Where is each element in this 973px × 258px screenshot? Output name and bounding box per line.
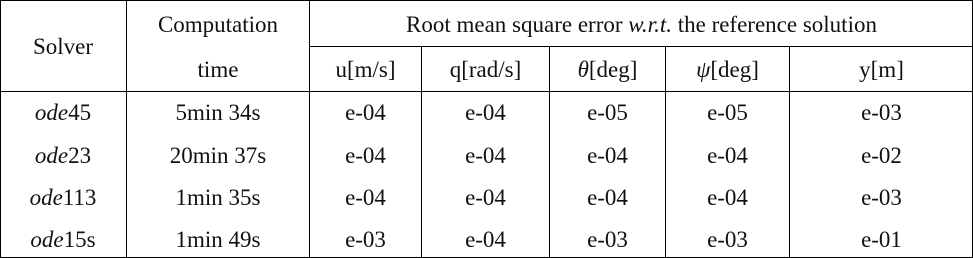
header-u-text: u[m/s] bbox=[335, 56, 396, 82]
table-cell-y: e-03 bbox=[861, 184, 902, 210]
header-computation-line1: Computation bbox=[157, 11, 279, 37]
table-cell-theta: e-05 bbox=[587, 99, 628, 125]
table-cell-psi: e-04 bbox=[707, 142, 748, 168]
header-rmse-prefix: Root mean square error bbox=[406, 11, 629, 37]
table-top-rule bbox=[0, 0, 973, 1]
solver-prefix: ode bbox=[34, 142, 69, 168]
table-row-solver bbox=[0, 95, 126, 129]
table-cell-q: e-04 bbox=[465, 226, 506, 252]
header-q bbox=[422, 53, 549, 85]
solver-prefix: ode bbox=[30, 226, 64, 252]
header-bottom-rule bbox=[0, 91, 973, 92]
table-cell-y: e-02 bbox=[861, 142, 902, 168]
table-cell-time: 1min 35s bbox=[175, 184, 261, 210]
table-cell-y: e-03 bbox=[861, 99, 902, 125]
table-cell-time: 5min 34s bbox=[175, 99, 261, 125]
table-cell-psi: e-03 bbox=[707, 226, 748, 252]
table-cell-u: e-03 bbox=[345, 226, 386, 252]
solver-suffix: 45 bbox=[68, 99, 92, 125]
header-theta bbox=[550, 53, 665, 85]
table-cell-theta: e-03 bbox=[587, 226, 628, 252]
header-rmse bbox=[310, 8, 973, 40]
header-psi-symbol: ψ bbox=[696, 56, 711, 82]
solver-suffix: 113 bbox=[62, 184, 97, 210]
header-theta-symbol: θ bbox=[577, 56, 589, 82]
header-q-text: q[rad/s] bbox=[449, 56, 522, 82]
header-solver: Solver bbox=[32, 34, 94, 59]
table-cell-u: e-04 bbox=[345, 184, 386, 210]
solver-suffix: 23 bbox=[68, 142, 92, 168]
solver-prefix: ode bbox=[29, 184, 63, 210]
table-cell-y: e-01 bbox=[861, 226, 902, 252]
header-rmse-wrt: w.r.t. bbox=[628, 11, 672, 37]
header-rmse-suffix: the reference solution bbox=[671, 11, 877, 37]
header-y bbox=[790, 53, 973, 85]
table-row-solver bbox=[0, 222, 126, 256]
header-u bbox=[310, 53, 421, 85]
table-cell-q: e-04 bbox=[465, 99, 506, 125]
header-psi-text: [deg] bbox=[710, 56, 759, 82]
header-y-text: y[m] bbox=[859, 56, 904, 82]
header-psi bbox=[666, 53, 789, 85]
header-theta-text: [deg] bbox=[588, 56, 638, 82]
table-cell-psi: e-04 bbox=[707, 184, 748, 210]
solver-prefix: ode bbox=[34, 99, 69, 125]
table-cell-u: e-04 bbox=[345, 142, 386, 168]
table-cell-psi: e-05 bbox=[707, 99, 748, 125]
table-cell-u: e-04 bbox=[345, 99, 386, 125]
subheader-rule bbox=[309, 46, 973, 47]
table-row-solver bbox=[0, 180, 126, 214]
table-cell-time: 1min 49s bbox=[175, 226, 261, 252]
header-computation-line2: time bbox=[197, 56, 239, 82]
table-cell-theta: e-04 bbox=[587, 184, 628, 210]
table-row-solver bbox=[0, 138, 126, 172]
solver-suffix: 15s bbox=[63, 226, 96, 252]
table-cell-theta: e-04 bbox=[587, 142, 628, 168]
table-cell-q: e-04 bbox=[465, 142, 506, 168]
table-cell-q: e-04 bbox=[465, 184, 506, 210]
table-cell-time: 20min 37s bbox=[169, 142, 267, 168]
